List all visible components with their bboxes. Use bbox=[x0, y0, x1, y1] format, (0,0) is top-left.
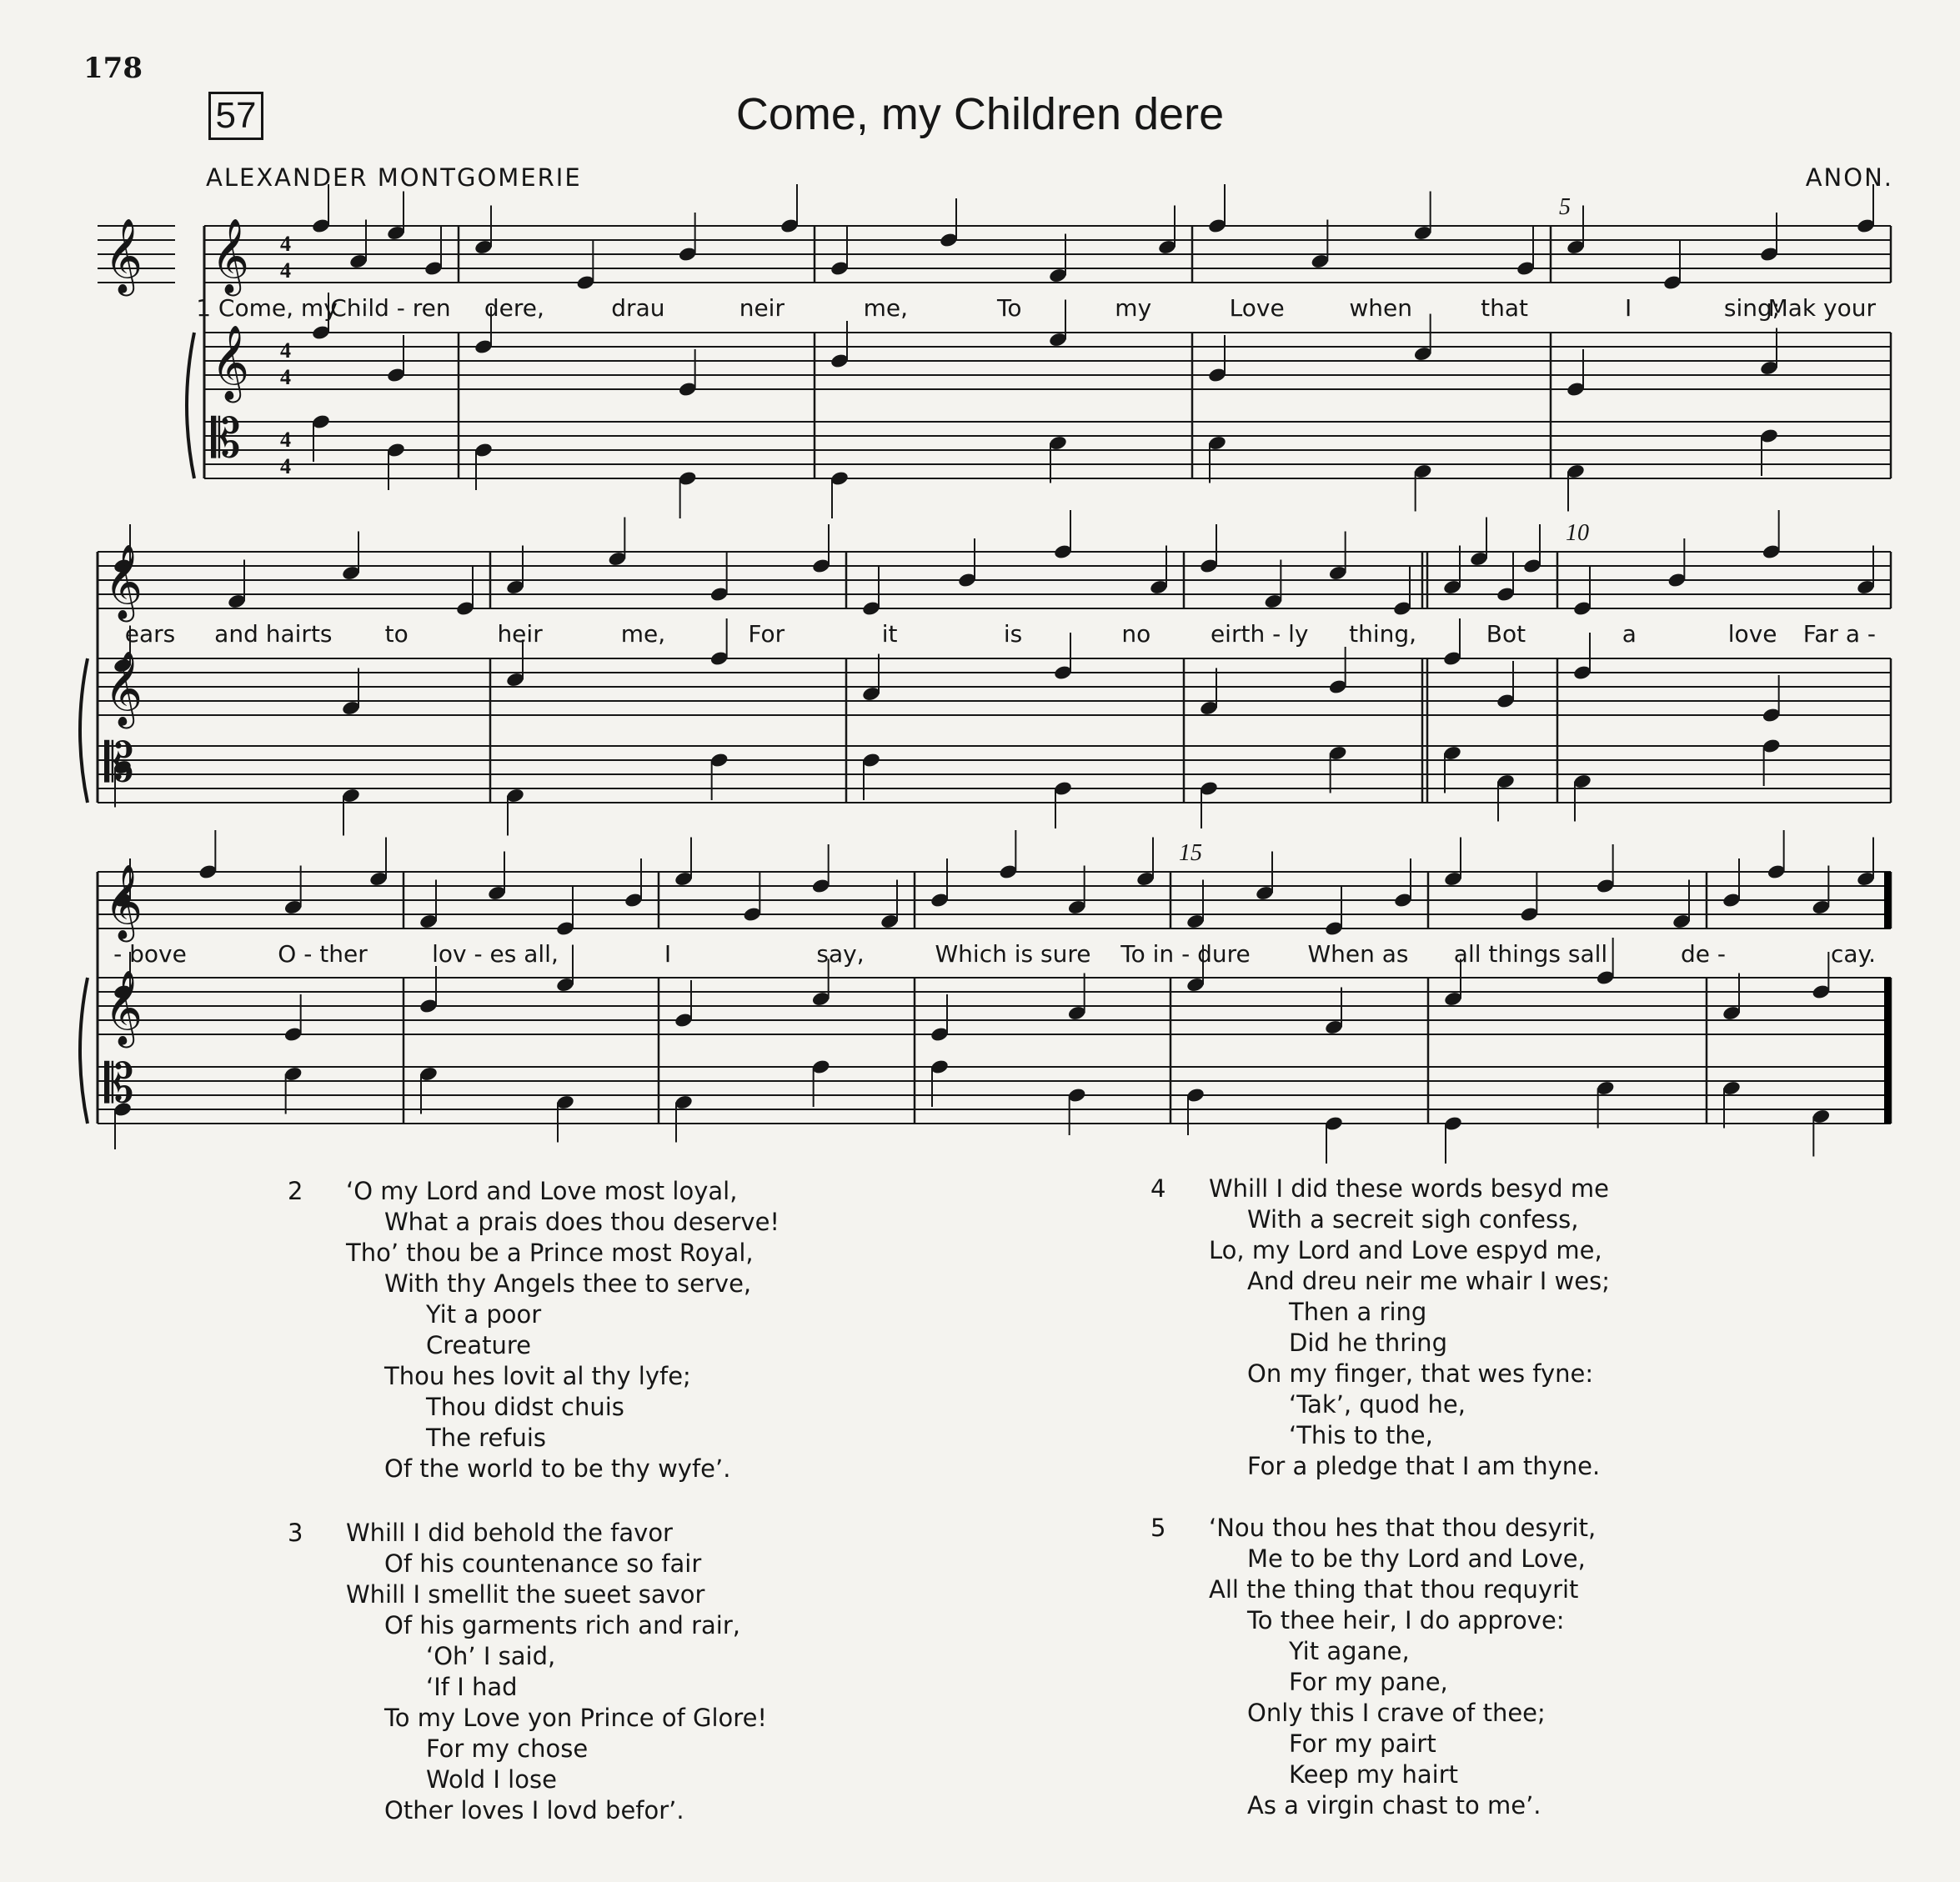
piano-brace bbox=[187, 333, 194, 478]
verse-line: ‘Tak’, quod he, bbox=[1289, 1390, 1466, 1419]
lyric-syllable: To bbox=[997, 294, 1022, 322]
lyric-syllable: is bbox=[1003, 620, 1023, 648]
lyric-syllable: - bove bbox=[113, 940, 187, 968]
lyric-syllable: and hairts bbox=[214, 620, 333, 648]
alto-clef: 𝄡 bbox=[211, 408, 241, 470]
measure-number: 10 bbox=[1566, 520, 1589, 546]
treble-clef: 𝄞 bbox=[211, 218, 250, 293]
verse-number: 4 bbox=[1150, 1174, 1166, 1203]
verse-lines bbox=[346, 1518, 767, 1826]
lyric-syllable: that bbox=[1481, 294, 1529, 322]
verse-line: For my chose bbox=[426, 1734, 589, 1763]
verse-line: And dreu neir me whair I wes; bbox=[1247, 1267, 1610, 1295]
verse-lines bbox=[1209, 1174, 1610, 1482]
lyric-syllable: When as bbox=[1307, 940, 1409, 968]
verse-line: Lo, my Lord and Love espyd me, bbox=[1209, 1236, 1602, 1264]
lyric-syllable: O - ther bbox=[278, 940, 368, 968]
verse-line: With thy Angels thee to serve, bbox=[384, 1269, 752, 1298]
time-signature-top: 4 bbox=[280, 428, 291, 452]
lyric-syllable: lov - es all, bbox=[432, 940, 559, 968]
verse-line: Whill I did behold the favor bbox=[346, 1519, 673, 1547]
staff-lines bbox=[80, 226, 1891, 1124]
time-signature-bottom: 4 bbox=[280, 258, 291, 283]
song-title: Come, my Children dere bbox=[735, 89, 1225, 139]
verse-line: Of his garments rich and rair, bbox=[384, 1611, 740, 1639]
alto-clef: 𝄡 bbox=[104, 733, 134, 794]
lyric-syllable: Child - ren bbox=[330, 294, 451, 322]
lyric-syllable: thing, bbox=[1349, 620, 1417, 648]
verse-number: 2 bbox=[288, 1177, 303, 1205]
lyric-syllable: Mak your bbox=[1767, 294, 1876, 322]
verse-line: With a secreit sigh confess, bbox=[1247, 1205, 1579, 1234]
verse-line: Creature bbox=[426, 1331, 532, 1359]
lyric-syllable: me, bbox=[620, 620, 666, 648]
verse-line: Yit agane, bbox=[1289, 1637, 1410, 1665]
measure-number: 5 bbox=[1559, 194, 1571, 220]
verse-line: All the thing that thou requyrit bbox=[1209, 1575, 1579, 1604]
lyric-syllable: to bbox=[384, 620, 409, 648]
verse-line: Keep my hairt bbox=[1289, 1760, 1459, 1789]
verse-lines bbox=[1209, 1513, 1596, 1821]
time-signature-bottom: 4 bbox=[280, 454, 291, 478]
lyric-syllable: love bbox=[1727, 620, 1777, 648]
verse-line: As a virgin chast to me’. bbox=[1247, 1791, 1541, 1819]
verse-3 bbox=[288, 1518, 768, 1826]
lyric-syllable: neir bbox=[739, 294, 785, 322]
verse-number: 3 bbox=[288, 1519, 303, 1547]
lyric-syllable: sing; bbox=[1723, 294, 1781, 322]
lyric-syllable: me, bbox=[863, 294, 909, 322]
treble-clef: 𝄞 bbox=[104, 864, 143, 939]
verse-line: ‘Nou thou hes that thou desyrit, bbox=[1209, 1514, 1597, 1542]
lyric-syllable: it bbox=[881, 620, 898, 648]
verse-line: Tho’ thou be a Prince most Royal, bbox=[346, 1239, 754, 1267]
verse-4 bbox=[1150, 1174, 1610, 1482]
lyric-syllable: drau bbox=[611, 294, 665, 322]
verse-line: For a pledge that I am thyne. bbox=[1247, 1452, 1601, 1480]
verse-line: Thou hes lovit al thy lyfe; bbox=[384, 1362, 691, 1390]
lyric-syllable: de - bbox=[1680, 940, 1727, 968]
verse-line: For my pane, bbox=[1289, 1668, 1448, 1696]
composer-credit: ANON. bbox=[1805, 163, 1893, 192]
lyric-syllable: heir bbox=[497, 620, 543, 648]
verse-line: ‘If I had bbox=[426, 1673, 518, 1701]
verse-line: On my finger, that wes fyne: bbox=[1247, 1359, 1594, 1388]
lyric-syllable: To in - dure bbox=[1120, 940, 1251, 968]
lyric-syllable: For bbox=[748, 620, 785, 648]
time-signature-top: 4 bbox=[280, 232, 291, 256]
piano-brace bbox=[80, 658, 88, 803]
lyric-syllable: Bot bbox=[1486, 620, 1526, 648]
treble-clef: 𝄞 bbox=[211, 325, 250, 400]
lyric-syllable: Which is sure bbox=[935, 940, 1091, 968]
lyric-syllable: dere, bbox=[484, 294, 544, 322]
verse-5 bbox=[1150, 1513, 1597, 1821]
verse-line: Other loves I lovd befor’. bbox=[384, 1796, 684, 1824]
lyric-syllable: eirth - ly bbox=[1210, 620, 1309, 648]
verse-lines bbox=[346, 1176, 779, 1484]
treble-clef: 𝄞 bbox=[104, 218, 143, 293]
time-signature-top: 4 bbox=[280, 338, 291, 363]
verse-line: Thou didst chuis bbox=[426, 1393, 624, 1421]
verse-line: Did he thring bbox=[1289, 1329, 1447, 1357]
verse-line: To my Love yon Prince of Glore! bbox=[384, 1704, 768, 1732]
measure-number: 15 bbox=[1179, 840, 1202, 866]
treble-clef: 𝄞 bbox=[104, 651, 143, 726]
lyric-syllable: cay. bbox=[1830, 940, 1876, 968]
lyric-syllable: 1 Come, my bbox=[196, 294, 338, 322]
verse-line: Of his countenance so fair bbox=[384, 1549, 702, 1578]
alto-clef: 𝄡 bbox=[104, 1054, 134, 1115]
time-signature-bottom: 4 bbox=[280, 365, 291, 389]
final-bar bbox=[1884, 872, 1891, 928]
page-number: 178 bbox=[83, 52, 143, 85]
verse-line: To thee heir, I do approve: bbox=[1247, 1606, 1565, 1634]
lyric-syllable: my bbox=[1115, 294, 1152, 322]
lyric-syllable: no bbox=[1121, 620, 1151, 648]
lyric-syllable: I bbox=[664, 940, 672, 968]
verse-line: Wold I lose bbox=[426, 1765, 557, 1794]
final-bar bbox=[1884, 978, 1891, 1124]
verse-line: The refuis bbox=[426, 1424, 547, 1452]
verse-line: For my pairt bbox=[1289, 1729, 1436, 1758]
verse-line: Then a ring bbox=[1289, 1298, 1427, 1326]
verse-line: ‘O my Lord and Love most loyal, bbox=[346, 1177, 738, 1205]
author-credit: ALEXANDER MONTGOMERIE bbox=[206, 163, 582, 192]
piano-brace bbox=[80, 978, 88, 1124]
lyric-syllable: all things sall bbox=[1453, 940, 1608, 968]
lyric-syllable: say, bbox=[816, 940, 865, 968]
verse-line: ‘This to the, bbox=[1289, 1421, 1433, 1449]
verse-line: Yit a poor bbox=[426, 1300, 542, 1329]
verse-line: Of the world to be thy wyfe’. bbox=[384, 1454, 731, 1483]
verse-line: Whill I smellit the sueet savor bbox=[346, 1580, 705, 1609]
verse-line: ‘Oh’ I said, bbox=[426, 1642, 556, 1670]
verse-line: What a prais does thou deserve! bbox=[384, 1208, 780, 1236]
lyric-syllable: when bbox=[1349, 294, 1412, 322]
lyric-syllable: a bbox=[1622, 620, 1637, 648]
lyric-syllable: Love bbox=[1229, 294, 1285, 322]
verse-line: Whill I did these words besyd me bbox=[1209, 1174, 1609, 1203]
note-heads bbox=[113, 184, 1876, 1164]
verse-2 bbox=[288, 1176, 780, 1484]
verse-line: Me to be thy Lord and Love, bbox=[1247, 1544, 1586, 1573]
lyric-syllable: ears bbox=[124, 620, 176, 648]
lyric-syllable: Far a - bbox=[1802, 620, 1876, 648]
lyric-syllable: I bbox=[1624, 294, 1632, 322]
treble-clef: 𝄞 bbox=[104, 970, 143, 1045]
verse-line: Only this I crave of thee; bbox=[1247, 1699, 1546, 1727]
treble-clef: 𝄞 bbox=[104, 544, 143, 619]
verse-number: 5 bbox=[1150, 1514, 1166, 1542]
song-number-box: 57 bbox=[208, 92, 263, 140]
